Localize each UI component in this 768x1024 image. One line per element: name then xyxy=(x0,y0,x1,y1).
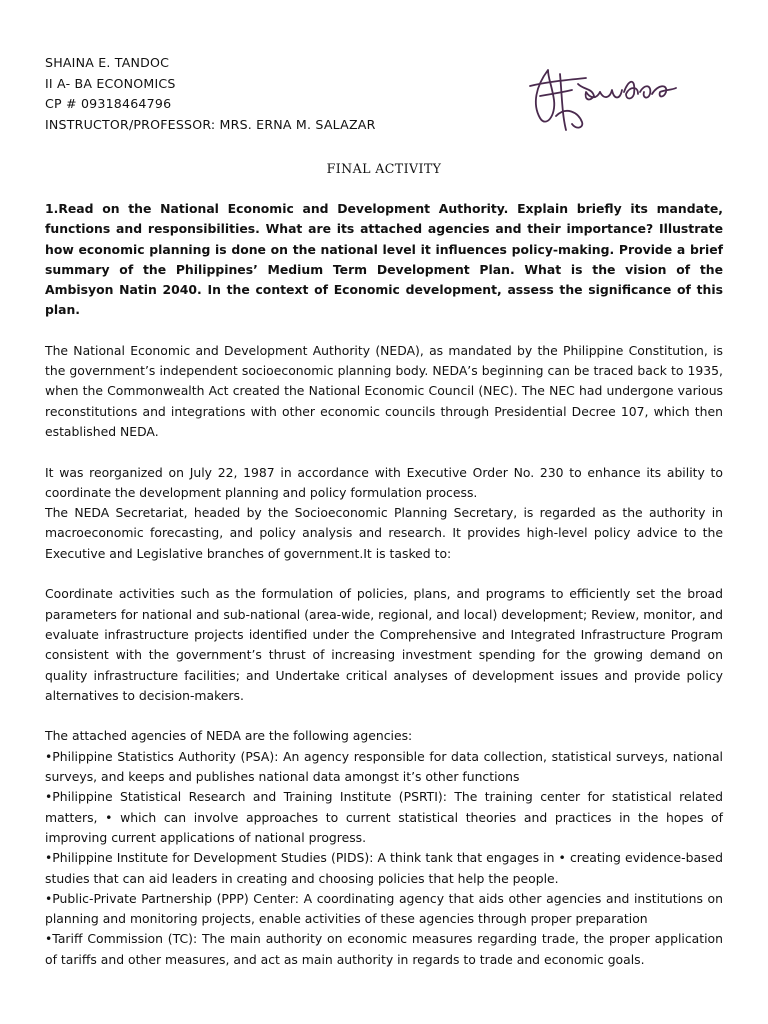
student-contact: CP # 09318464796 xyxy=(45,96,172,111)
paragraph-secretariat: The NEDA Secretariat, headed by the Socioeconomic Planning Secretary, is regarded as the authority in macroeconomic forecasting, and policy analysis and research. It provides high-level policy advice to the Executive and Legislative branches of government.It is tasked to: xyxy=(45,505,723,561)
student-name: SHAINA E. TANDOC xyxy=(45,55,170,70)
signature-image xyxy=(526,56,686,136)
agency-item: •Philippine Statistics Authority (PSA): An agency responsible for data collection, statistical surveys, national surveys, and keeps and publishes national data amongst it’s other functions xyxy=(45,748,723,785)
paragraph-agencies-intro: The attached agencies of NEDA are the following agencies: xyxy=(45,728,413,744)
agency-item: •Philippine Statistical Research and Training Institute (PSRTI): The training center for statistical related matters, • which can involve approaches to current statistical theories and practices in the hopes of improving current applications of national progress. xyxy=(45,789,723,845)
document-page xyxy=(45,53,723,970)
instructor-line: INSTRUCTOR/PROFESSOR: MRS. ERNA M. SALAZAR xyxy=(45,116,376,132)
document-title: FINAL ACTIVITY xyxy=(326,161,442,176)
agency-item: •Philippine Institute for Development Studies (PIDS): A think tank that engages in • creating evidence-based studies that can aid leaders in creating and choosing policies that help the people. xyxy=(45,850,723,886)
agency-item: •Public-Private Partnership (PPP) Center: A coordinating agency that aids other agencies and institutions on planning and monitoring projects, enable activities of these agencies through proper preparation xyxy=(45,890,723,927)
paragraph-reorganization: It was reorganized on July 22, 1987 in accordance with Executive Order No. 230 to enhance its ability to coordinate the development planning and policy formulation process. xyxy=(45,464,723,500)
paragraph-functions: Coordinate activities such as the formulation of policies, plans, and programs to efficiently set the broad parameters for national and sub-national (area-wide, regional, and local) development; Review, monitor, and evaluate infrastructure projects identified under the Comprehensive and Integrated Infrastructure Program consistent with the government’s thrust of increasing investment spending for the growing demand on quality infrastructure facilities; and Undertake critical analyses of development issues and provide policy alternatives to decision-makers. xyxy=(45,586,723,703)
paragraph-neda-mandate: The National Economic and Development Authority (NEDA), as mandated by the Philippine Constitution, is the government’s independent socioeconomic planning body. NEDA’s beginning can be traced back to 1935, when the Commonwealth Act created the National Economic Council (NEC). The NEC had undergone various reconstitutions and integrations with other economic councils through Presidential Decree 107, which then established NEDA. xyxy=(45,342,723,439)
agency-item: •Tariff Commission (TC): The main authority on economic measures regarding trade, the proper application of tariffs and other measures, and act as main authority in regards to trade and economic goals. xyxy=(45,931,723,967)
student-course: II A- BA ECONOMICS xyxy=(45,75,176,91)
question-prompt: 1.Read on the National Economic and Development Authority. Explain briefly its mandate, functions and responsibilities. What are its attached agencies and their importance? Illustrate how economic planning is done on the national level it influences policy-making. Provide a brief summary of the Philippines’ Medium Term Development Plan. What is the vision of the Ambisyon Natin 2040. In the context of Economic development, assess the significance of this plan. xyxy=(45,201,723,318)
